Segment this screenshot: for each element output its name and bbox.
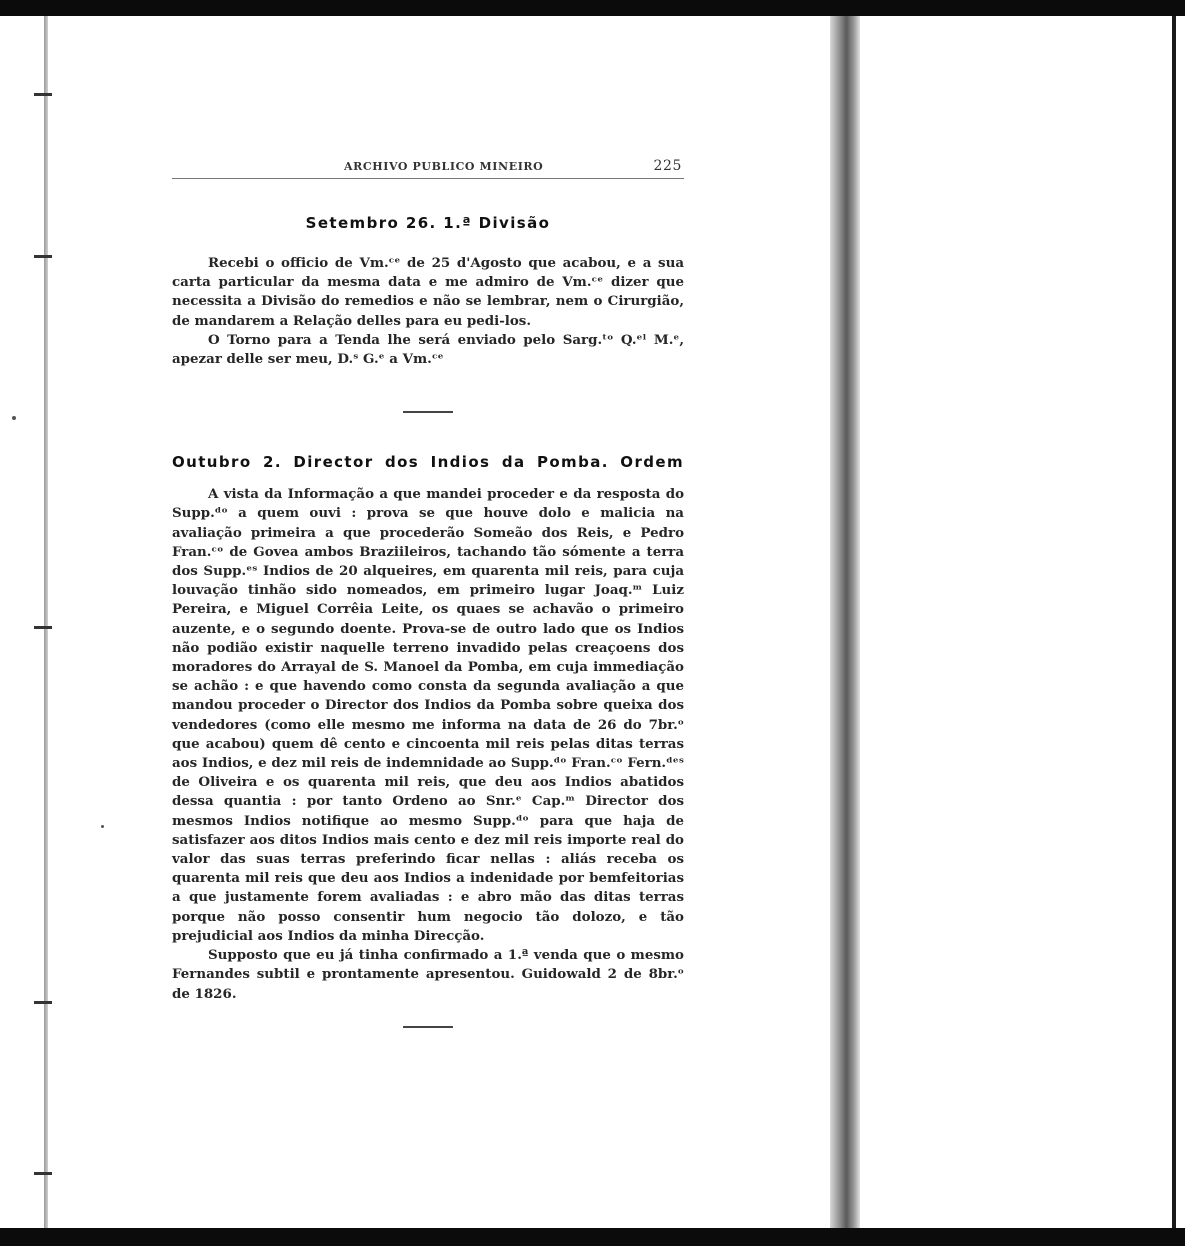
dust-speck xyxy=(101,825,104,828)
entry-paragraph: A vista da Informação a que mandei proceder e da resposta do Supp.ᵈᵒ a quem ouvi : prova se que houve dolo e malicia na avaliação primeira a que procederão Someão dos Reis, e Pedro Fran.ᶜᵒ de Govea ambos Braziileiros, tachando tão sómente a terra dos Supp.ᵉˢ Indios de 20 alqueires, em quarenta mil reis, para cuja louvação tinhão sido nomeados, em primeiro lugar Joaq.ᵐ Luiz Pereira, e Miguel Corrêia Leite, os quaes se achavão o primeiro auzente, e o segundo doente. Prova-se de outro lado que os Indios não podião existir naquelle terreno invadido pelas creaçoens dos moradores do Arrayal de S. Manoel da Pomba, em cuja immediação se achão : e que havendo como consta da segunda avaliação a que mandou proceder o Director dos Indios da Pomba sobre queixa dos vendedores (como elle mesmo me informa na data de 26 do 7br.ᵒ que acabou) quem dê cento e cincoenta mil reis pelas ditas terras aos Indios, e dez mil reis de indemnidade ao Supp.ᵈᵒ Fran.ᶜᵒ Fern.ᵈᵉˢ de Oliveira e os quarenta mil reis, que deu aos Indios abatidos dessa quantia : por tanto Ordeno ao Snr.ᵉ Cap.ᵐ Director dos mesmos Indios notifique ao mesmo Supp.ᵈᵒ para que haja de satisfazer aos ditos Indios mais cento e dez mil reis importe real do valor das suas terras preferindo ficar nellas : aliás receba os quarenta mil reis que deu aos Indios a indenidade por bemfeitorias a que justamente forem avaliadas : e abro mão das ditas terras porque não posso consentir hum negocio tão dolozo, e tão prejudicial aos Indios da minha Direcção. xyxy=(172,486,684,944)
binding-mark xyxy=(34,255,52,258)
section-divider xyxy=(403,411,453,413)
running-title: ARCHIVO PUBLICO MINEIRO xyxy=(344,160,544,173)
binding-mark xyxy=(34,93,52,96)
binding-mark xyxy=(34,626,52,629)
document-page xyxy=(172,150,684,1028)
scan-top-border xyxy=(0,0,1185,16)
dust-speck xyxy=(12,416,16,420)
entry-paragraph: Recebi o officio de Vm.ᶜᵉ de 25 d'Agosto que acabou, e a sua carta particular da mesma data e me admiro de Vm.ᶜᵉ dizer que necessita a Divisão do remedios e não se lembrar, nem o Cirurgião, de mandarem a Relação delles para eu pedi-los. xyxy=(172,255,684,329)
scan-bottom-border xyxy=(0,1228,1185,1246)
page-number: 225 xyxy=(653,158,682,174)
binding-mark xyxy=(34,1001,52,1004)
book-spine xyxy=(830,16,860,1228)
section-divider xyxy=(403,1026,453,1028)
entry-title-setembro: Setembro 26. 1.ª Divisão xyxy=(305,214,551,232)
right-page-edge xyxy=(1172,16,1176,1228)
entry-paragraph: Supposto que eu já tinha confirmado a 1.ª venda que o mesmo Fernandes subtil e prontamente apresentou. Guidowald 2 de 8br.ᵒ de 1826. xyxy=(172,947,684,1002)
binding-mark xyxy=(34,1172,52,1175)
facing-blank-page xyxy=(860,16,1185,1228)
running-header xyxy=(172,150,684,180)
left-page-edge xyxy=(44,16,48,1228)
entry-paragraph: O Torno para a Tenda lhe será enviado pelo Sarg.ᵗᵒ Q.ᵉˡ M.ᵉ, apezar delle ser meu, D.ˢ G.ᵉ a Vm.ᶜᵉ xyxy=(172,331,684,368)
header-rule xyxy=(172,178,684,179)
entry-title-outubro: Outubro 2. Director dos Indios da Pomba. Ordem xyxy=(172,453,684,472)
